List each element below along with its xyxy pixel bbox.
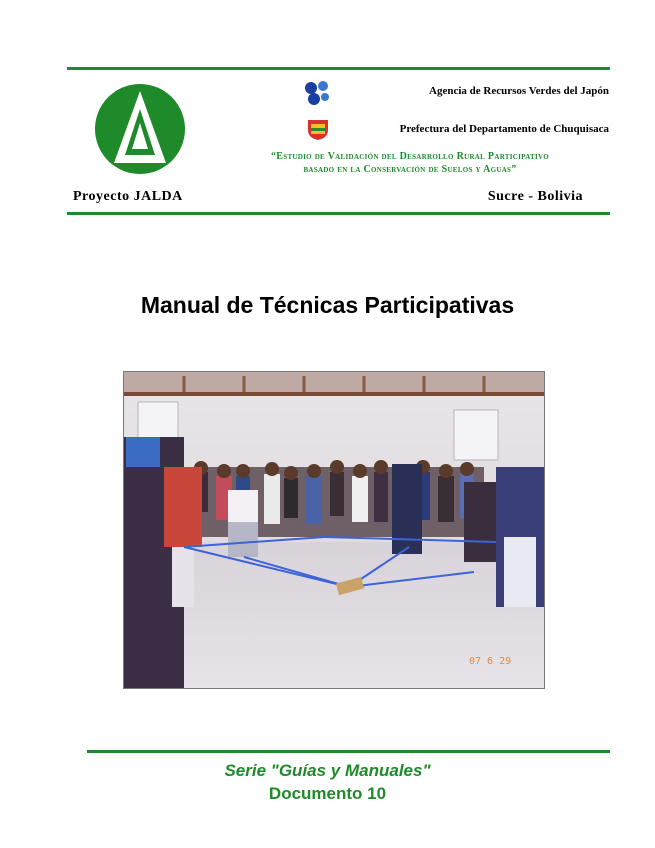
header-top-rule: [67, 67, 610, 70]
project-name: Proyecto JALDA: [73, 189, 183, 204]
footer-rule: [87, 750, 610, 753]
cover-photo: [123, 371, 545, 689]
agency-japan: Agencia de Recursos Verdes del Japón: [429, 85, 609, 97]
page-title: Manual de Técnicas Participativas: [140, 292, 515, 318]
community-workshop-photo: [124, 372, 544, 688]
study-title-line-2: basado en la Conservación de Suelos y Aguas”: [303, 164, 517, 175]
series-label: Serie "Guías y Manuales": [224, 761, 431, 780]
jalda-logo-icon: [94, 83, 186, 175]
bolivia-shield-icon: [305, 117, 331, 141]
photo-date-stamp: 07 6 29: [469, 656, 512, 667]
jica-logo-icon: [302, 78, 332, 106]
agency-prefecture: Prefectura del Departamento de Chuquisaca: [399, 123, 609, 135]
document-number: Documento 10: [268, 784, 387, 803]
header-bottom-rule: [67, 212, 610, 215]
study-title-line-1: “Estudio de Validación del Desarrollo Rural Participativo: [270, 151, 550, 162]
project-location: Sucre - Bolivia: [487, 189, 583, 204]
